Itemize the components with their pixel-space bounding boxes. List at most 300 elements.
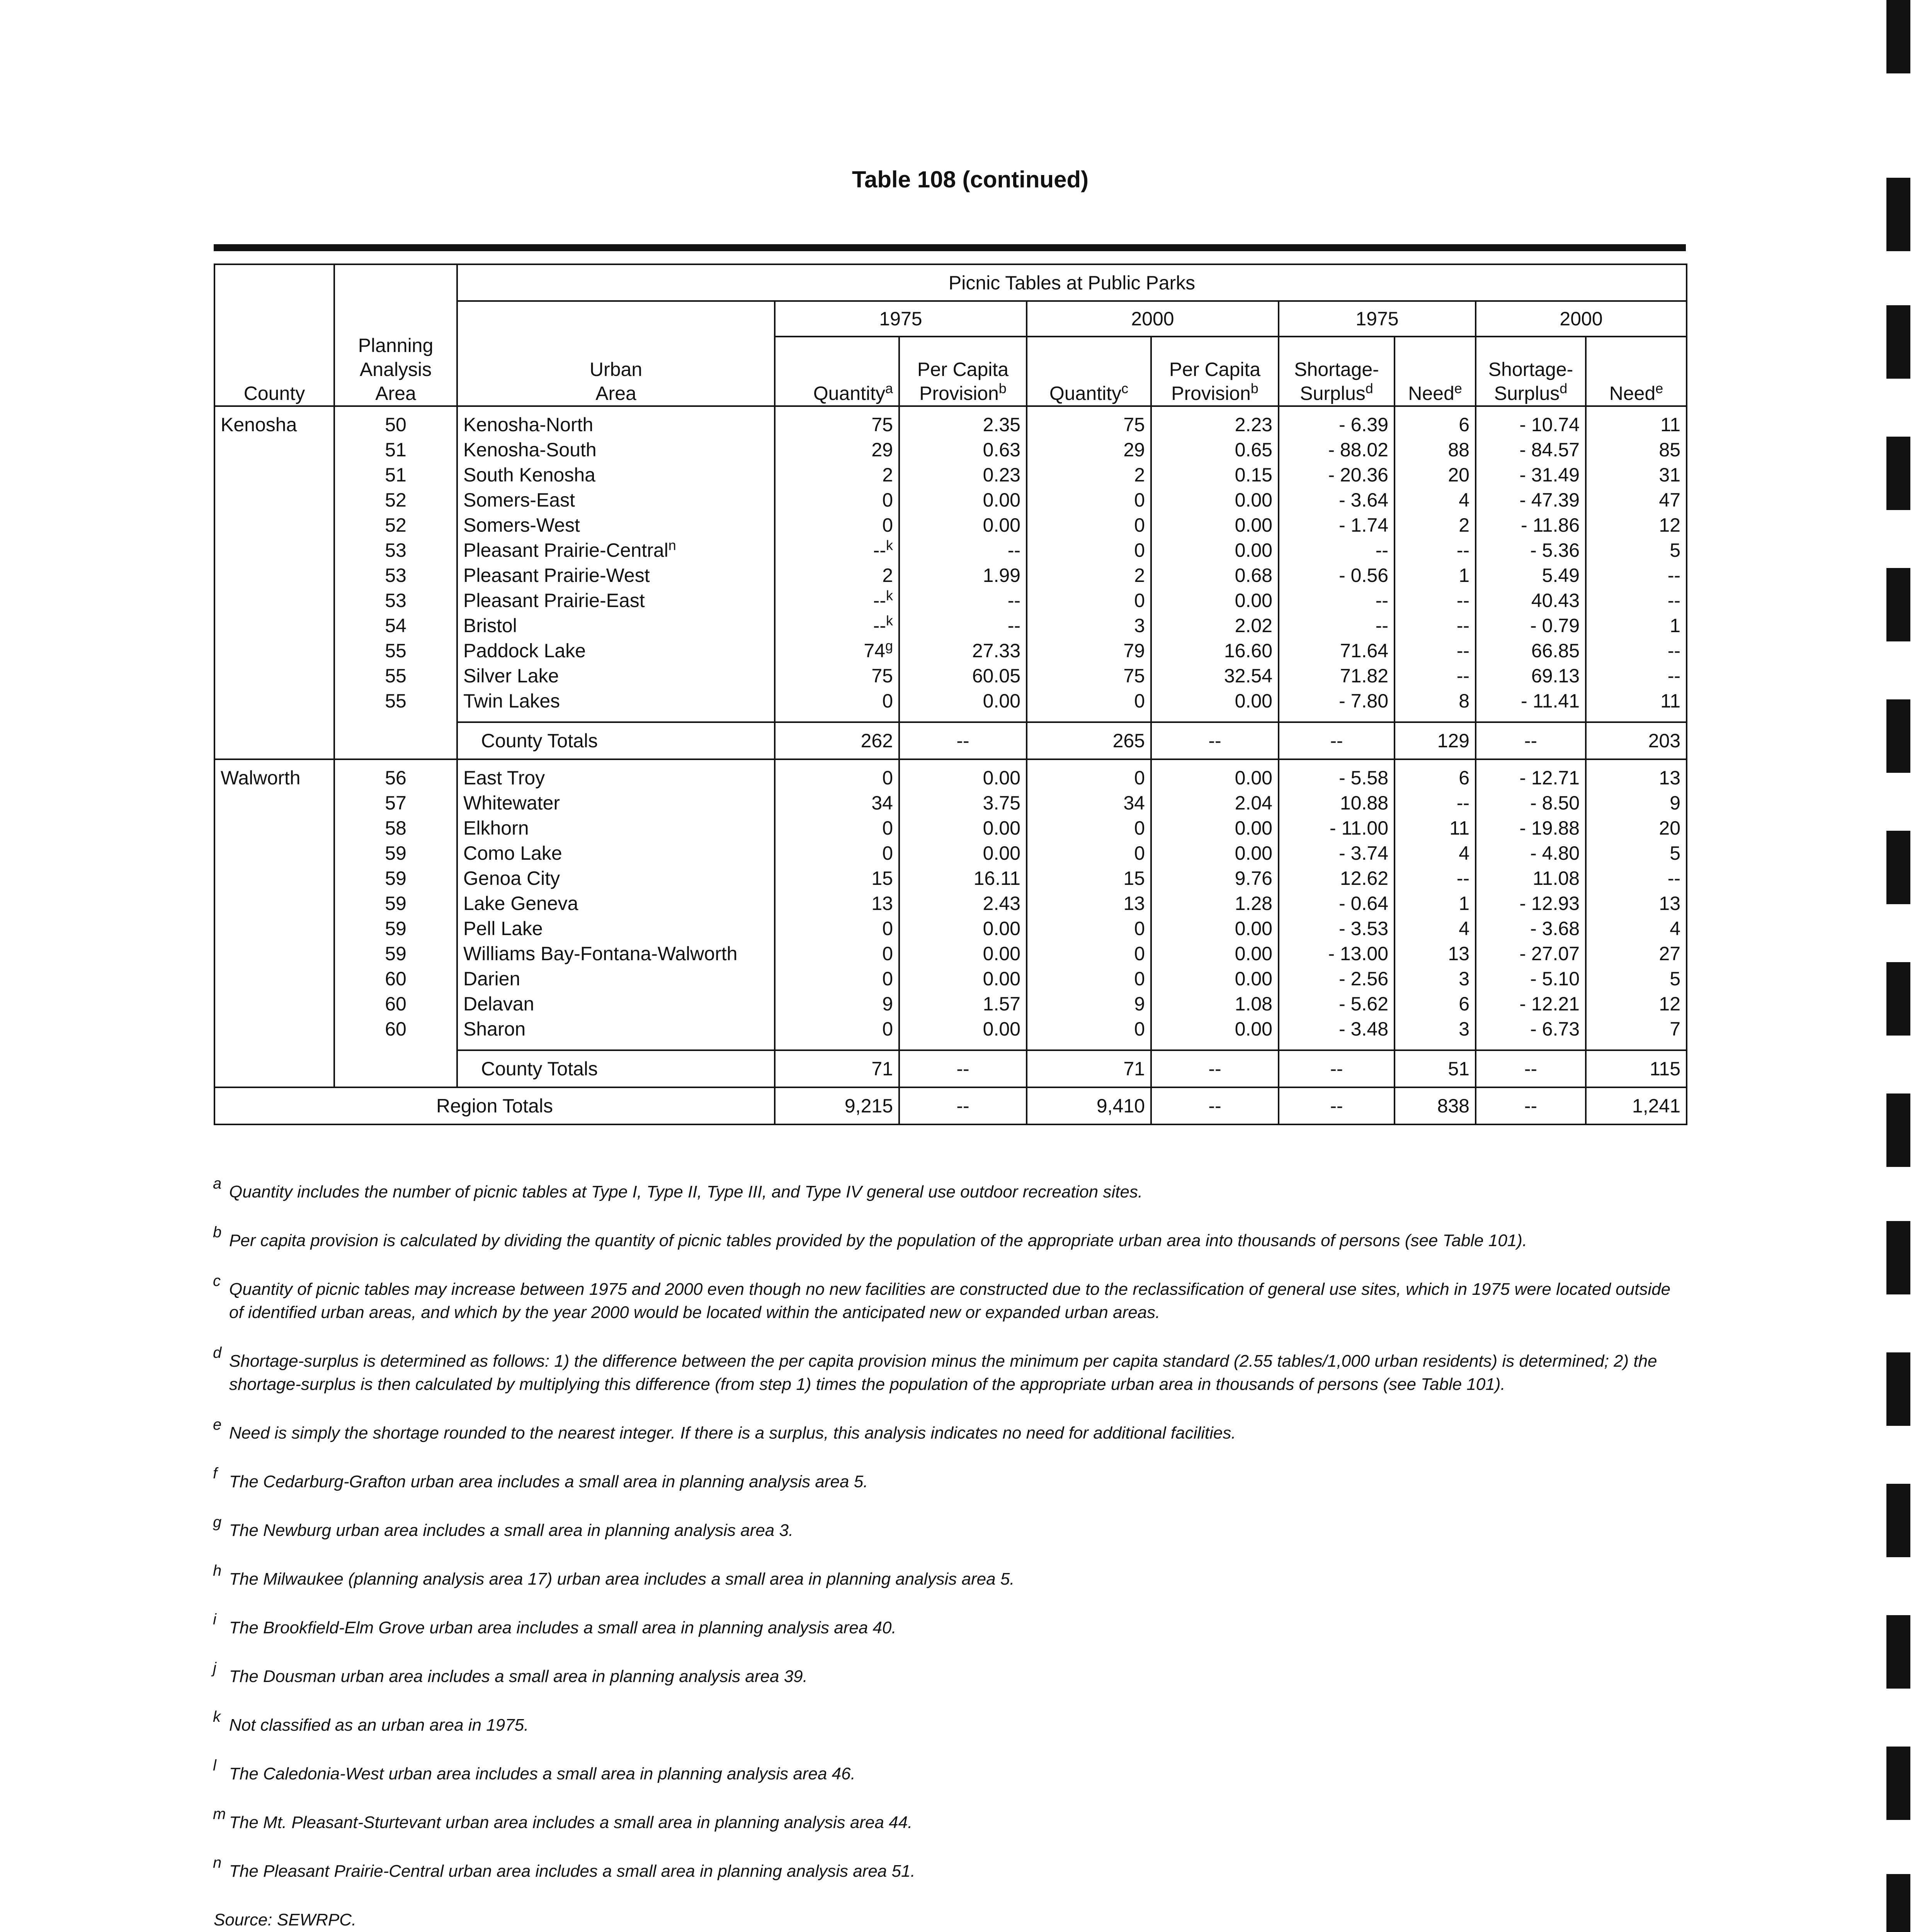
quantity-2000-cell: 0 [1027,1017,1151,1042]
header-line: Urban [589,359,643,380]
need-1975-cell: 20 [1395,463,1476,488]
shortage-2000-cell: - 47.39 [1476,488,1586,513]
urban-area-name: Kenosha-South [463,439,597,461]
need-2000-cell: 12 [1586,992,1687,1017]
shortage-2000-total: -- [1476,722,1586,759]
footnote-g [213,1514,1686,1542]
planning-area-cell: 56 [334,765,457,791]
table-row [214,1017,1687,1042]
urban-area-name: East Troy [463,767,545,789]
per-capita-2000-cell: 0.00 [1151,966,1279,992]
planning-area-cell: 51 [334,463,457,488]
footnote-i [213,1611,1686,1639]
planning-area-cell: 60 [334,966,457,992]
per-capita-2000-cell: 0.00 [1151,689,1279,714]
per-capita-2000-cell: 2.04 [1151,791,1279,816]
table-row [214,916,1687,941]
footnote-text: The Newburg urban area includes a small area in planning analysis area 3. [229,1521,794,1540]
county-cell [214,722,334,759]
footnote-ref: d [1560,380,1568,396]
per-capita-2000-total: -- [1151,1050,1279,1087]
header-line: Area [595,383,636,404]
planning-area-cell: 53 [334,588,457,613]
header-group-title [457,264,1687,301]
spacer-cell [1395,1042,1476,1050]
spacer-cell [1151,759,1279,765]
urban-area-name: Bristol [463,615,517,636]
spacer-row [214,1042,1687,1050]
footnote-j [213,1660,1686,1688]
urban-area-cell [457,866,775,891]
table-row [214,437,1687,463]
edge-mark [1886,437,1910,510]
edge-mark [1886,1484,1910,1557]
need-1975-cell: -- [1395,866,1476,891]
quantity-1975-cell [775,663,899,689]
urban-area-cell [457,613,775,638]
quantity-2000-cell: 0 [1027,689,1151,714]
spacer-cell [1395,714,1476,722]
need-1975-cell: 2 [1395,513,1476,538]
urban-area-name: Paddock Lake [463,640,586,662]
urban-area-cell [457,966,775,992]
shortage-1975-cell: - 3.53 [1279,916,1395,941]
urban-area-cell [457,538,775,563]
shortage-2000-total: -- [1476,1050,1586,1087]
header-text: Quantity [1049,383,1122,404]
footnote-d [213,1344,1686,1396]
quantity-1975-cell [775,588,899,613]
planning-area-cell: 59 [334,866,457,891]
header-2000-supply: 2000 [1027,301,1279,337]
edge-mark [1886,1874,1910,1932]
spacer-cell [1586,406,1687,412]
shortage-1975-cell: - 5.58 [1279,765,1395,791]
urban-area-cell [457,437,775,463]
cell-value: 74 [864,640,885,662]
cell-value: 29 [871,439,893,461]
urban-area-cell [457,765,775,791]
footnote-m [213,1806,1686,1834]
spacer-cell [1476,406,1586,412]
planning-area-cell: 59 [334,916,457,941]
header-line: Analysis [359,359,432,380]
header-need-1975 [1395,337,1476,406]
quantity-2000-cell: 0 [1027,816,1151,841]
footnote-ref: k [886,588,893,604]
table-body [214,406,1687,1124]
urban-area-cell [457,513,775,538]
table-row [214,488,1687,513]
need-2000-cell: 5 [1586,538,1687,563]
need-2000-cell: -- [1586,638,1687,663]
header-text: Need [1609,383,1656,404]
urban-area-name: Delavan [463,993,534,1015]
cell-value: 0 [882,918,893,939]
planning-area-cell: 53 [334,563,457,588]
footnote-mark: l [213,1757,216,1774]
shortage-2000-cell: - 12.93 [1476,891,1586,916]
per-capita-1975-cell: 3.75 [899,791,1027,816]
urban-area-cell [457,992,775,1017]
table-row [214,538,1687,563]
header-line: Per Capita [917,359,1009,380]
shortage-1975-cell: - 5.62 [1279,992,1395,1017]
need-1975-cell: 4 [1395,916,1476,941]
header-line: Area [375,383,416,404]
spacer-cell [457,406,775,412]
header-line: Surplus [1300,383,1366,404]
quantity-1975-cell [775,412,899,437]
quantity-2000-cell: 15 [1027,866,1151,891]
spacer-cell [899,714,1027,722]
cell-value: 0 [882,968,893,990]
table-row [214,866,1687,891]
edge-mark [1886,1352,1910,1426]
shortage-2000-cell: 11.08 [1476,866,1586,891]
quantity-2000-cell: 79 [1027,638,1151,663]
title-rule [214,244,1686,251]
need-1975-cell: 3 [1395,1017,1476,1042]
footnote-f [213,1465,1686,1493]
spacer-cell [1395,759,1476,765]
quantity-2000-cell: 34 [1027,791,1151,816]
shortage-1975-total: -- [1279,722,1395,759]
urban-area-cell [457,689,775,714]
shortage-2000-cell: - 84.57 [1476,437,1586,463]
need-1975-cell: 1 [1395,891,1476,916]
cell-value: 0 [882,943,893,964]
table-row [214,941,1687,966]
shortage-2000-cell: - 8.50 [1476,791,1586,816]
need-1975-cell: 11 [1395,816,1476,841]
spacer-cell [1027,759,1151,765]
footnote-ref: g [885,638,893,654]
shortage-1975-cell: - 6.39 [1279,412,1395,437]
quantity-2000-cell: 0 [1027,588,1151,613]
per-capita-1975-cell: 0.00 [899,841,1027,866]
edge-mark [1886,699,1910,773]
cell-value: 2 [882,464,893,486]
region-totals-row [214,1087,1687,1124]
quantity-2000-cell: 9 [1027,992,1151,1017]
footnote-text: Quantity includes the number of picnic tables at Type I, Type II, Type III, and Type IV general use outdoor recreation sites. [229,1182,1143,1201]
per-capita-1975-cell: 0.23 [899,463,1027,488]
per-capita-2000-cell: 2.23 [1151,412,1279,437]
shortage-2000-cell: - 0.79 [1476,613,1586,638]
edge-mark [1886,305,1910,379]
per-capita-2000-cell: 0.00 [1151,765,1279,791]
urban-area-name: Elkhorn [463,817,529,839]
need-1975-cell: -- [1395,538,1476,563]
spacer-cell [775,1042,899,1050]
county-cell: Walworth [214,765,334,1050]
footnote-mark: a [213,1175,222,1192]
per-capita-1975-total: -- [899,1050,1027,1087]
table-row [214,791,1687,816]
per-capita-1975-cell: 0.00 [899,816,1027,841]
footnote-text: The Mt. Pleasant-Sturtevant urban area includes a small area in planning analysis area 44. [229,1813,913,1832]
urban-area-cell [457,891,775,916]
spacer-cell [775,406,899,412]
per-capita-2000-cell: 0.00 [1151,916,1279,941]
header-need-2000 [1586,337,1687,406]
planning-area-cell [334,722,457,759]
quantity-1975-cell [775,992,899,1017]
urban-area-cell [457,412,775,437]
need-1975-cell: 4 [1395,841,1476,866]
urban-area-name: Twin Lakes [463,690,560,712]
planning-area-cell: 59 [334,891,457,916]
spacer-cell [1027,1042,1151,1050]
cell-value: -- [873,539,886,561]
cell-value: 9 [882,993,893,1015]
quantity-1975-cell [775,437,899,463]
need-1975-region-total: 838 [1395,1087,1476,1124]
spacer-cell [457,714,775,722]
planning-area-cell: 51 [334,437,457,463]
quantity-2000-cell: 13 [1027,891,1151,916]
cell-value: 0 [882,514,893,536]
need-1975-cell: -- [1395,613,1476,638]
shortage-2000-region-total: -- [1476,1087,1586,1124]
need-2000-cell: 7 [1586,1017,1687,1042]
table-title: Table 108 (continued) [852,167,1089,192]
footnote-l [213,1757,1686,1786]
planning-area-cell: 57 [334,791,457,816]
shortage-2000-cell: - 11.86 [1476,513,1586,538]
quantity-2000-cell: 0 [1027,841,1151,866]
spacer-cell [457,759,775,765]
spacer-cell [775,714,899,722]
per-capita-2000-cell: 0.00 [1151,513,1279,538]
per-capita-2000-cell: 0.68 [1151,563,1279,588]
need-1975-cell: 4 [1395,488,1476,513]
planning-area-cell [334,1050,457,1087]
footnote-text: The Pleasant Prairie-Central urban area includes a small area in planning analysis area 51. [229,1862,915,1881]
quantity-1975-cell [775,613,899,638]
footnote-b [213,1224,1686,1252]
table-row [214,765,1687,791]
header-county: County [214,264,334,406]
quantity-1975-cell [775,538,899,563]
quantity-2000-cell: 0 [1027,488,1151,513]
urban-area-name: Como Lake [463,842,562,864]
spacer-cell [334,406,457,412]
header-line: Provision [919,383,999,404]
per-capita-2000-cell: 0.00 [1151,588,1279,613]
shortage-2000-cell: - 27.07 [1476,941,1586,966]
footnote-ref: k [886,613,893,629]
header-line: Surplus [1494,383,1560,404]
header-1975-supply: 1975 [775,301,1027,337]
need-2000-cell: 5 [1586,841,1687,866]
planning-area-cell: 55 [334,663,457,689]
shortage-2000-cell: 40.43 [1476,588,1586,613]
spacer-cell [899,406,1027,412]
footnote-mark: h [213,1562,222,1579]
spacer-cell [775,759,899,765]
urban-area-name: Sharon [463,1018,526,1040]
shortage-2000-cell: - 5.36 [1476,538,1586,563]
urban-area-cell [457,463,775,488]
per-capita-2000-cell: 0.15 [1151,463,1279,488]
quantity-2000-total: 265 [1027,722,1151,759]
need-2000-cell: 47 [1586,488,1687,513]
footnote-ref: d [1365,380,1373,396]
footnote-text: Quantity of picnic tables may increase between 1975 and 2000 even though no new facilities are constructed due to the reclassification of general use sites, which in 1975 were located outside of identified urban areas, and which by the year 2000 would be located within the anticipated new or expanded urban areas. [229,1280,1671,1322]
per-capita-1975-cell: 0.00 [899,765,1027,791]
quantity-1975-cell [775,891,899,916]
cell-value: 0 [882,690,893,712]
need-1975-total: 51 [1395,1050,1476,1087]
table-row [214,412,1687,437]
quantity-1975-cell [775,966,899,992]
edge-mark [1886,831,1910,904]
footnote-text: The Cedarburg-Grafton urban area includes a small area in planning analysis area 5. [229,1472,868,1491]
shortage-2000-cell: 5.49 [1476,563,1586,588]
per-capita-2000-region-total: -- [1151,1087,1279,1124]
per-capita-1975-cell: 16.11 [899,866,1027,891]
per-capita-1975-cell: 1.57 [899,992,1027,1017]
urban-area-name: Lake Geneva [463,893,578,914]
header-line: Provision [1171,383,1251,404]
urban-area-name: Whitewater [463,792,560,814]
shortage-1975-cell: - 7.80 [1279,689,1395,714]
per-capita-1975-cell: -- [899,538,1027,563]
spacer-cell [899,759,1027,765]
per-capita-2000-cell: 1.28 [1151,891,1279,916]
footnote-text: The Brookfield-Elm Grove urban area includes a small area in planning analysis area 40. [229,1618,896,1637]
cell-value: 0 [882,842,893,864]
edge-mark [1886,1747,1910,1820]
cell-value: 75 [871,665,893,687]
shortage-1975-cell: -- [1279,613,1395,638]
table-row [214,663,1687,689]
quantity-2000-region-total: 9,410 [1027,1087,1151,1124]
need-2000-cell: 11 [1586,412,1687,437]
header-line: Planning [358,335,434,356]
urban-area-name: Darien [463,968,520,990]
header-shortage-1975 [1279,337,1395,406]
footnote-h [213,1562,1686,1591]
footnote-mark: j [213,1660,216,1677]
need-1975-cell: 6 [1395,765,1476,791]
planning-area-cell: 50 [334,412,457,437]
footnote-mark: n [213,1854,222,1871]
quantity-1975-cell [775,866,899,891]
spacer-cell [1151,714,1279,722]
urban-area-cell [457,816,775,841]
quantity-1975-region-total: 9,215 [775,1087,899,1124]
shortage-2000-cell: - 5.10 [1476,966,1586,992]
need-1975-cell: -- [1395,791,1476,816]
county-cell: Kenosha [214,412,334,722]
shortage-2000-cell: - 6.73 [1476,1017,1586,1042]
need-1975-cell: -- [1395,638,1476,663]
table-row [214,563,1687,588]
table-row [214,891,1687,916]
footnote-e [213,1416,1686,1445]
shortage-1975-cell: - 3.64 [1279,488,1395,513]
need-2000-cell: -- [1586,563,1687,588]
footnote-a [213,1175,1686,1204]
urban-area-cell [457,791,775,816]
urban-area-name: Somers-West [463,514,580,536]
need-2000-cell: 11 [1586,689,1687,714]
table-row [214,689,1687,714]
need-2000-cell: 85 [1586,437,1687,463]
quantity-2000-cell: 2 [1027,463,1151,488]
quantity-2000-cell: 0 [1027,966,1151,992]
spacer-cell [334,759,457,765]
need-1975-cell: 8 [1395,689,1476,714]
urban-area-name: Kenosha-North [463,414,594,435]
spacer-cell [1586,759,1687,765]
table-row [214,613,1687,638]
cell-value: -- [873,615,886,636]
per-capita-1975-total: -- [899,722,1027,759]
per-capita-2000-cell: 0.65 [1151,437,1279,463]
footnote-mark: f [213,1465,218,1482]
footnote-mark: m [213,1806,226,1823]
footnote-mark: i [213,1611,216,1628]
footnote-mark: k [213,1708,221,1725]
footnote-ref: n [668,538,676,553]
per-capita-2000-cell: 0.00 [1151,1017,1279,1042]
need-2000-cell: -- [1586,588,1687,613]
per-capita-1975-cell: -- [899,613,1027,638]
need-2000-total: 115 [1586,1050,1687,1087]
shortage-1975-cell: 10.88 [1279,791,1395,816]
shortage-1975-cell: -- [1279,588,1395,613]
quantity-2000-cell: 3 [1027,613,1151,638]
cell-value: 2 [882,565,893,586]
footnote-mark: d [213,1344,222,1361]
spacer-cell [1151,406,1279,412]
need-1975-cell: -- [1395,663,1476,689]
urban-area-cell [457,941,775,966]
footnote-ref: e [1454,380,1462,396]
header-urban-area [457,301,775,406]
urban-area-cell [457,841,775,866]
need-2000-cell: 1 [1586,613,1687,638]
spacer-cell [1279,406,1395,412]
quantity-2000-total: 71 [1027,1050,1151,1087]
footnote-ref: c [1121,380,1129,396]
totals-label: County Totals [457,722,775,759]
footnote-text: The Caledonia-West urban area includes a small area in planning analysis area 46. [229,1764,855,1783]
footnote-ref: k [886,538,893,553]
planning-area-cell: 60 [334,992,457,1017]
planning-area-cell: 55 [334,638,457,663]
spacer-cell [334,1042,457,1050]
urban-area-name: South Kenosha [463,464,595,486]
quantity-2000-cell: 75 [1027,412,1151,437]
per-capita-1975-cell: 0.00 [899,966,1027,992]
per-capita-2000-cell: 32.54 [1151,663,1279,689]
spacer-cell [1279,714,1395,722]
table-row [214,992,1687,1017]
footnote-text: Per capita provision is calculated by dividing the quantity of picnic tables provided by the population of the appropriate urban area into thousands of persons (see Table 101). [229,1231,1527,1250]
per-capita-1975-cell: 1.99 [899,563,1027,588]
spacer-cell [1476,714,1586,722]
cell-value: -- [873,590,886,611]
table-row [214,816,1687,841]
shortage-1975-cell: 12.62 [1279,866,1395,891]
shortage-2000-cell: - 10.74 [1476,412,1586,437]
quantity-1975-cell [775,488,899,513]
